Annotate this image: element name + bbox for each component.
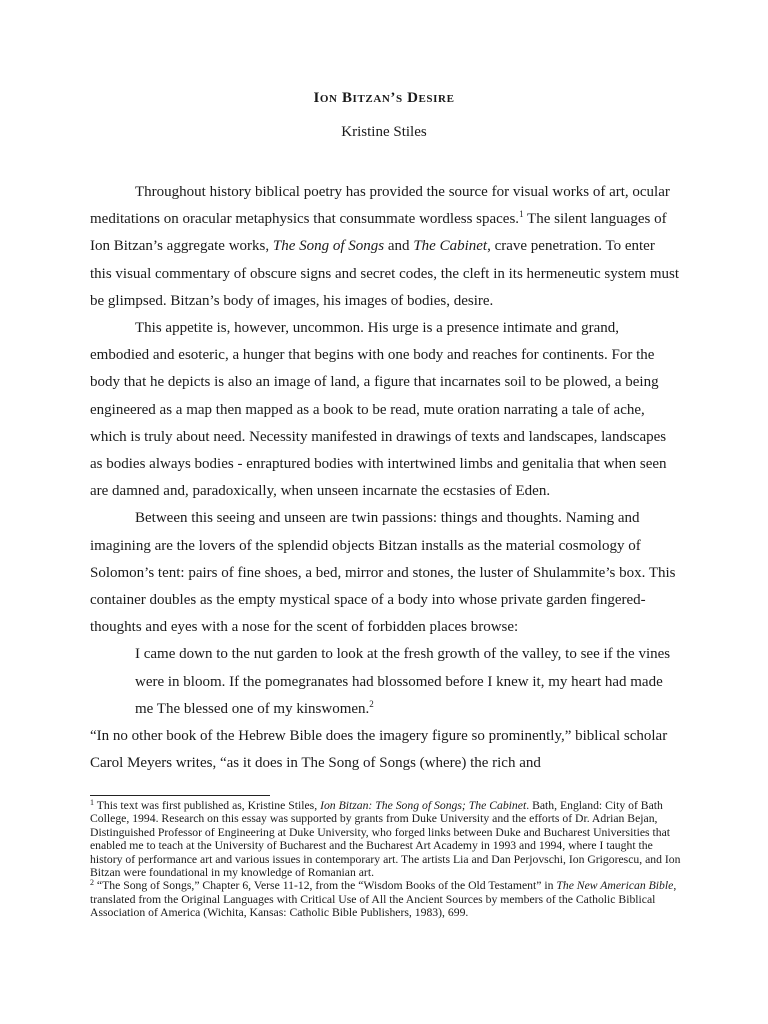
footnote-2-text-b: , translated from the Original Languages with Critical Use of All the Ancient Sources by members of the Catholic Biblical Association of America (Wichita, Kansas: Catholic Bible Publishers, 1983), 699.: [90, 879, 677, 920]
footnote-ref-1[interactable]: 1: [519, 209, 524, 220]
footnote-2: [90, 879, 682, 919]
paragraph-3: Between this seeing and unseen are twin passions: things and thoughts. Naming and imagining are the lovers of the splendid objects Bitzan installs as the material cosmology of Solomon’s tent: pairs of fine shoes, a bed, mirror and stones, the luster of Shulammite’s box. This container doubles as the empty mystical space of a body into whose private garden fingered-thoughts and eyes with a nose for the scent of forbidden places browse:: [90, 510, 676, 636]
paragraph-1-text-d: , crave penetration. To enter this visual commentary of obscure signs and secret codes, the cleft in its hermeneutic system must be glimpsed. Bitzan’s body of images, his images of bodies, desire.: [90, 238, 680, 309]
footnote-2-text-a: “The Song of Songs,” Chapter 6, Verse 11-12, from the “Wisdom Books of the Old Testament” in: [94, 879, 557, 893]
author-name: Kristine Stiles: [341, 124, 427, 140]
paragraph-1: [90, 179, 680, 315]
footnote-1-text-b: . Bath, England: City of Bath College, 1994. Research on this essay was supported by grants from Duke University and the efforts of Dr. Adrian Bejan, Distinguished Professor of Engineering at Duke University, who forged links between Duke and Bucharest Universities that enabled me to teach at the University of Bucharest and the Bucharest Art Academy in 1993 and 1994, where I taught the history of performance art and various issues in contemporary art. The artists Lia and Dan Perjovschi, Ion Grigorescu, and Ion Bitzan were foundational in my knowledge of Romanian art.: [90, 799, 681, 880]
footnotes: [90, 799, 682, 920]
paragraph-1-text-c: and: [384, 238, 414, 255]
body-text: [90, 179, 680, 777]
footnote-2-title: The New American Bible: [556, 879, 674, 893]
footnote-1-number: 1: [90, 798, 94, 807]
block-quote-text: I came down to the nut garden to look at the fresh growth of the valley, to see if the vines were in bloom. If the pomegranates had blossomed before I knew it, my heart had made me The blessed one of my kinswomen.: [135, 646, 671, 717]
paragraph-1-text-a: Throughout history biblical poetry has provided the source for visual works of art, ocular meditations on oracular metaphysics that consummate wordless spaces.: [90, 184, 670, 228]
work-title-song-of-songs: The Song of Songs: [272, 238, 385, 255]
footnote-2-number: 2: [90, 878, 94, 888]
footnote-1-text-a: This text was first published as, Kristine Stiles,: [94, 799, 321, 812]
paragraph-2: This appetite is, however, uncommon. His urge is a presence intimate and grand, embodied and esoteric, a hunger that begins with one body and reaches for continents. For the body that he depicts is also an image of land, a figure that incarnates soil to be plowed, a being engineered as a map then mapped as a book to be read, mute oration narrating a tale of ache, which is truly about need. Necessity manifested in drawings of texts and landscapes, landscapes as bodies always bodies - enraptured bodies with intertwined limbs and genitalia that when seen are damned and, paradoxically, when unseen incarnate the ecstasies of Eden.: [90, 320, 667, 500]
footnote-1: [90, 799, 682, 879]
footnote-ref-2[interactable]: 2: [369, 698, 374, 709]
paragraph-4: “In no other book of the Hebrew Bible does the imagery figure so prominently,” biblical scholar Carol Meyers writes, “as it does in The Song of Songs (where) the rich and: [90, 728, 668, 772]
block-quote: [135, 641, 680, 723]
paragraph-1-text-b: The silent languages of Ion Bitzan’s aggregate works,: [90, 211, 667, 255]
footnote-1-title: Ion Bitzan: The Song of Songs; The Cabinet: [320, 799, 527, 812]
footnote-separator: [90, 795, 270, 796]
document-title: Ion Bitzan’s Desire: [313, 90, 455, 106]
work-title-the-cabinet: The Cabinet: [413, 238, 488, 255]
